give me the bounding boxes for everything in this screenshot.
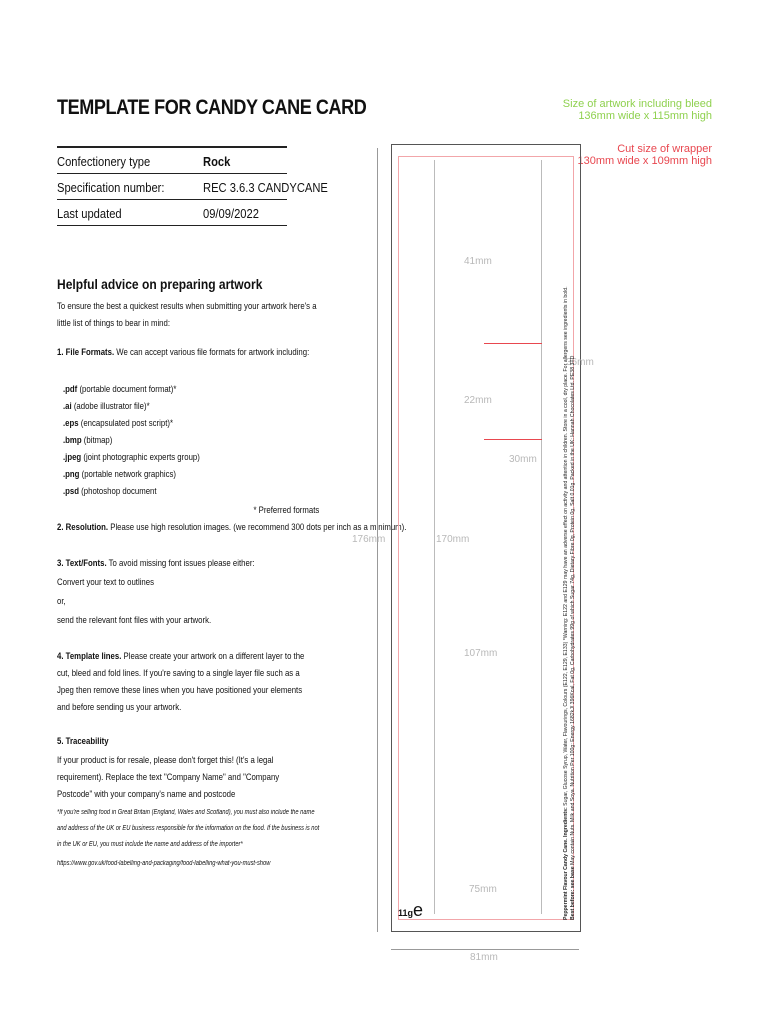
nutrition-text: May contain Nuts. Milk and Soya. Nutrition Per 100g: Energy 1682kJ/ 396Kcal, Fat 0g, Carbohydrates 99g of which Sugar 74g, Dietary Fibre 0g, Protein 0g, Salt 0.01g. Packed in the UK: Hannah Chocolates Ltd. PE38 3TD — [570, 355, 576, 867]
cut-note-line1: Cut size of wrapper — [617, 143, 712, 155]
section-traceability-label: 5. Traceability — [57, 736, 109, 747]
spec-table — [57, 146, 328, 226]
ingredients-panel — [563, 180, 577, 920]
spec-key: Specification number: — [57, 180, 165, 195]
ingredients-text: Sugar, Glucose Syrup, Water, Flavourings, Colours (E122, E129, E133) *Warning: E122 and E129 may have an adverse effect on activity and attention in children. Store in a cool, dry place. For allergens see ingredients in bold. — [563, 286, 569, 808]
marker-arrow — [484, 439, 542, 440]
spec-key: Confectionery type — [57, 154, 151, 169]
dimension-41mm: 41mm — [464, 256, 492, 267]
fold-line — [434, 160, 435, 914]
traceability-url: https://www.gov.uk/food-labelling-and-packaging/food-labelling-what-you-must-show — [57, 860, 271, 867]
marker-arrow — [484, 343, 542, 344]
bleed-size-note — [563, 98, 712, 122]
fonts-or: or, — [57, 596, 66, 607]
dimension-75mm: 75mm — [469, 884, 497, 895]
format-item: .png (portable network graphics) — [63, 469, 177, 480]
bleed-note-line2: 136mm wide x 115mm high — [578, 110, 712, 122]
preferred-formats-note: * Preferred formats — [253, 505, 319, 516]
section-template-lines-label: 4. Template lines. — [57, 651, 122, 662]
fonts-option-send: send the relevant font files with your artwork. — [57, 615, 212, 626]
format-item: .bmp (bitmap) — [63, 435, 113, 446]
estimated-sign-icon: e — [413, 900, 424, 920]
spec-row-last-updated — [57, 200, 287, 226]
fold-line — [541, 160, 542, 914]
dimension-81mm: 81mm — [470, 952, 498, 963]
dimension-30mm: 30mm — [509, 454, 537, 465]
traceability-legal-note: *If you're selling food in Great Britain (England, Wales and Scotland), you must also include the name and address of the UK or EU business responsible for the information on the food. If the business is not in the UK or EU, you must include the name and address of the importer* — [57, 809, 320, 848]
advice-intro: To ensure the best a quickest results when submitting your artwork here's a little list of things to bear in mind: — [57, 301, 317, 329]
spec-row-specification-number — [57, 174, 328, 200]
spec-value: 09/09/2022 — [203, 206, 259, 221]
fonts-option-outlines: Convert your text to outlines — [57, 577, 155, 588]
format-item: .psd (photoshop document — [63, 486, 157, 497]
page-title: TEMPLATE FOR CANDY CANE CARD — [57, 96, 367, 119]
section-text-fonts-text: To avoid missing font issues please either: — [106, 558, 255, 569]
dimension-170mm: 170mm — [436, 534, 470, 545]
file-format-list — [57, 381, 337, 500]
section-traceability-text: If your product is for resale, please don't forget this! (It's a legal requirement). Replace the text "Company Name" and "Company Postcode" with your company's name and postcode — [57, 755, 280, 800]
net-weight — [398, 900, 423, 921]
dimension-line-81 — [391, 949, 579, 950]
section-file-formats-label: 1. File Formats. — [57, 347, 115, 358]
best-before: Best before: see base — [570, 866, 576, 920]
format-item: .ai (adobe illustrator file)* — [63, 401, 150, 412]
bleed-note-line1: Size of artwork including bleed — [562, 98, 712, 110]
spec-value: REC 3.6.3 CANDYCANE — [203, 180, 328, 195]
dimension-36mm: 36mm — [566, 357, 594, 368]
section-resolution-text: Please use high resolution images. (we recommend 300 dots per inch as a minimum). — [108, 522, 407, 533]
spec-key: Last updated — [57, 206, 122, 221]
cut-line — [398, 156, 574, 920]
spec-row-confectionery-type — [57, 146, 287, 174]
format-item: .jpeg (joint photographic experts group) — [63, 452, 200, 463]
section-file-formats-text: We can accept various file formats for artwork including: — [114, 347, 310, 358]
dimension-176mm: 176mm — [352, 534, 386, 545]
section-text-fonts-label: 3. Text/Fonts. — [57, 558, 107, 569]
spec-value: Rock — [203, 154, 231, 169]
weight-value: 11g — [398, 908, 414, 918]
cut-size-note — [577, 143, 712, 167]
advice-heading: Helpful advice on preparing artwork — [57, 276, 263, 292]
ingredients-heading: Peppermint Flavour Candy Cane. Ingredients: — [563, 807, 569, 920]
dimension-22mm: 22mm — [464, 395, 492, 406]
format-item: .pdf (portable document format)* — [63, 384, 177, 395]
dimension-107mm: 107mm — [464, 648, 498, 659]
section-template-lines-text: Please create your artwork on a different layer to the cut, bleed and fold lines. If you're saving to a single layer file such as a Jpeg then remove these lines when you have positioned your elements and before sending us your artwork. — [57, 651, 305, 713]
section-resolution-label: 2. Resolution. — [57, 522, 109, 533]
cut-note-line2: 130mm wide x 109mm high — [577, 155, 712, 167]
format-item: .eps (encapsulated post script)* — [63, 418, 173, 429]
